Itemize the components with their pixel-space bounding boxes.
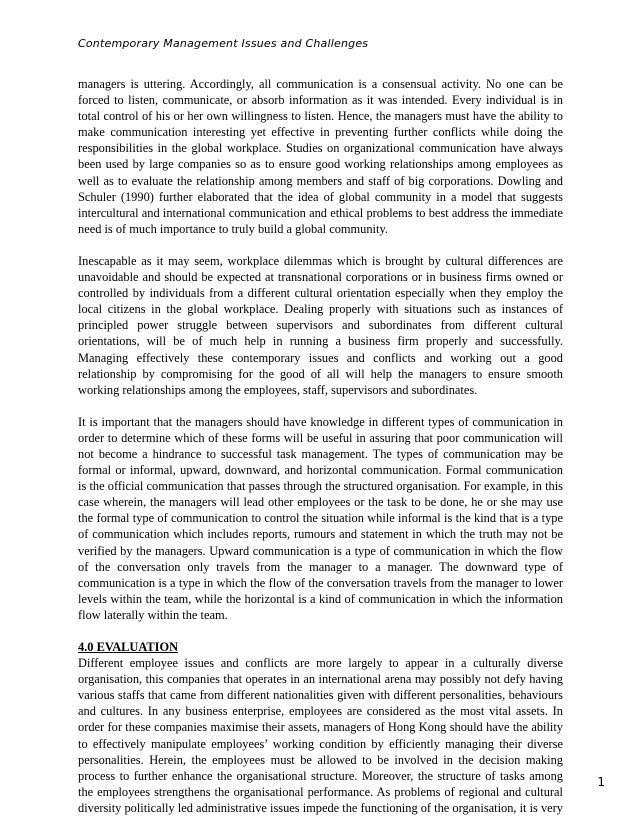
section-body-paragraph: Different employee issues and conflicts are more largely to appear in a culturally diverse organisation, this companies that operates in an international arena may possibly not defy having various staffs that came from different nationalities given with different personalities, behaviours and cultures. In any business enterprise, employees are considered as the most vital assets. In order for these companies maximise their assets, managers of Hong Kong should have the ability to effectively manipulate employees’ working condition by efficiently managing their diverse personalities. Herein, the employees must be allowed to be involved in the decision making process to further enhance the organisational structure. Moreover, the structure of tasks among the employees strengthens the organisational performance. As problems of regional and cultural diversity politically led administrative issues impede the functioning of the organisation, it is very [78,656,563,815]
body-paragraph-2: Inescapable as it may seem, workplace dilemmas which is brought by cultural differences are unavoidable and should be expected at transnational corporations or in business firms owned or controlled by individuals from a different cultural orientation especially when they employ the local citizens in the global workplace. Dealing properly with situations such as instances of principled power struggle between supervisors and subordinates from different cultural orientations, will be of much help in running a business firm properly and successfully. Managing effectively these contemporary issues and conflicts and working out a good relationship by compromising for the good of all will help the managers to ensure smooth working relationships among the employees, staff, supervisors and subordinates. [78,253,563,397]
running-header: Contemporary Management Issues and Challenges [78,37,369,50]
document-body [78,76,563,816]
body-paragraph-1: managers is uttering. Accordingly, all communication is a consensual activity. No one can be forced to listen, communicate, or absorb information as it was intended. Every individual is in total control of his or her own willingness to listen. Hence, the managers must have the ability to make communication interesting yet effective in preventing further conflicts while doing the responsibilities in the global workplace. Studies on organizational communication have always been used by large companies so as to ensure good working relationships among employees as well as to evaluate the relationship among members and staff of big corporations. Dowling and Schuler (1990) further elaborated that the idea of global community in a model that suggests intercultural and international communication and ethical problems to best address the immediate need is of much importance to truly build a global community. [78,77,563,236]
body-paragraph-3: It is important that the managers should have knowledge in different types of communication in order to determine which of these forms will be useful in assuring that poor communication will not become a hindrance to successful task management. The types of communication may be formal or informal, upward, downward, and horizontal communication. Formal communication is the official communication that passes through the structured organisation. For example, in this case wherein, the managers will lead other employees or the task to be done, he or she may use the formal type of communication to control the situation while informal is the kind that is a type of communication which includes reports, rumours and statement in which the truth may not be verified by the managers. Upward communication is a type of communication in which the flow of the conversation only travels from the manager to a manager. The downward type of communication is a type in which the flow of the conversation travels from the manager to lower levels within the team, while the horizontal is a kind of communication in which the information flow laterally within the team. [78,414,563,622]
section-heading: 4.0 EVALUATION [78,640,179,654]
page-number: 1 [597,775,605,789]
